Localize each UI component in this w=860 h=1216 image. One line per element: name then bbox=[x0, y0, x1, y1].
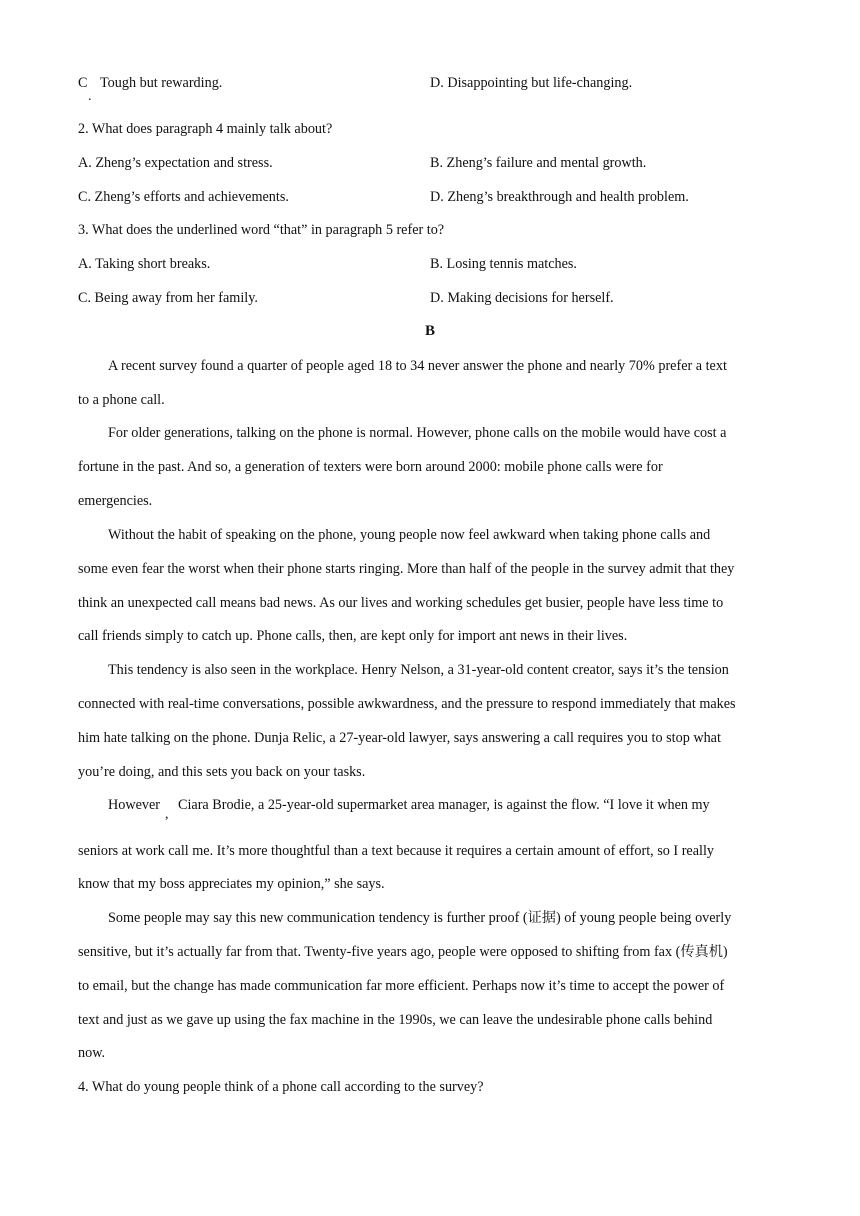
q3-option-d: D. Making decisions for herself. bbox=[430, 290, 614, 306]
q3-option-a: A. Taking short breaks. bbox=[78, 256, 211, 272]
q3-stem: 3. What does the underlined word “that” in paragraph 5 refer to? bbox=[78, 222, 445, 238]
q3-option-c: C. Being away from her family. bbox=[78, 290, 258, 306]
passage-line: think an unexpected call means bad news. As our lives and working schedules get busier, people have less time to bbox=[78, 595, 724, 611]
passage-line: text and just as we gave up using the fax machine in the 1990s, we can leave the undesirable phone calls behind bbox=[78, 1012, 713, 1028]
passage-line: Without the habit of speaking on the phone, young people now feel awkward when taking phone calls and bbox=[108, 527, 711, 543]
q3-option-b: B. Losing tennis matches. bbox=[430, 256, 577, 272]
passage-line: call friends simply to catch up. Phone calls, then, are kept only for import ant news in their lives. bbox=[78, 628, 628, 644]
q1-option-c-text: Tough but rewarding. bbox=[100, 75, 223, 91]
passage-line: emergencies. bbox=[78, 493, 153, 509]
passage-line: to email, but the change has made communication far more efficient. Perhaps now it’s time to accept the power of bbox=[78, 978, 725, 994]
passage-line: some even fear the worst when their phone starts ringing. More than half of the people in the survey admit that they bbox=[78, 561, 735, 577]
passage-line: fortune in the past. And so, a generation of texters were born around 2000: mobile phone calls were for bbox=[78, 459, 663, 475]
q2-option-d: D. Zheng’s breakthrough and health problem. bbox=[430, 189, 689, 205]
stray-period: . bbox=[88, 89, 92, 104]
q2-stem: 2. What does paragraph 4 mainly talk about? bbox=[78, 121, 333, 137]
passage-line: sensitive, but it’s actually far from that. Twenty-five years ago, people were opposed to shifting from fax (传真机) bbox=[78, 944, 728, 960]
passage-line: connected with real-time conversations, possible awkwardness, and the pressure to respond immediately that makes bbox=[78, 696, 736, 712]
stray-comma: , bbox=[165, 807, 169, 822]
passage-line: Ciara Brodie, a 25-year-old supermarket area manager, is against the flow. “I love it when my bbox=[178, 797, 710, 813]
passage-line: This tendency is also seen in the workplace. Henry Nelson, a 31-year-old content creator, says it’s the tension bbox=[108, 662, 729, 678]
passage-line: to a phone call. bbox=[78, 392, 165, 408]
passage-line: Some people may say this new communication tendency is further proof (证据) of young people being overly bbox=[108, 910, 732, 926]
passage-line: A recent survey found a quarter of people aged 18 to 34 never answer the phone and nearly 70% prefer a text bbox=[108, 358, 727, 374]
q1-option-c-letter: C bbox=[78, 75, 88, 91]
section-heading: B bbox=[424, 323, 435, 339]
passage-line: know that my boss appreciates my opinion,” she says. bbox=[78, 876, 385, 892]
passage-line-however: However bbox=[108, 797, 160, 813]
q1-option-d: D. Disappointing but life-changing. bbox=[430, 75, 633, 91]
q2-option-b: B. Zheng’s failure and mental growth. bbox=[430, 155, 647, 171]
passage-line: For older generations, talking on the phone is normal. However, phone calls on the mobile would have cost a bbox=[108, 425, 727, 441]
passage-line: now. bbox=[78, 1045, 106, 1061]
passage-line: you’re doing, and this sets you back on your tasks. bbox=[78, 764, 366, 780]
passage-line: him hate talking on the phone. Dunja Relic, a 27-year-old lawyer, says answering a call requires you to stop what bbox=[78, 730, 721, 746]
q2-option-a: A. Zheng’s expectation and stress. bbox=[78, 155, 273, 171]
q4-stem: 4. What do young people think of a phone call according to the survey? bbox=[78, 1079, 484, 1095]
q2-option-c: C. Zheng’s efforts and achievements. bbox=[78, 189, 289, 205]
passage-line: seniors at work call me. It’s more thoughtful than a text because it requires a certain amount of effort, so I really bbox=[78, 843, 714, 859]
